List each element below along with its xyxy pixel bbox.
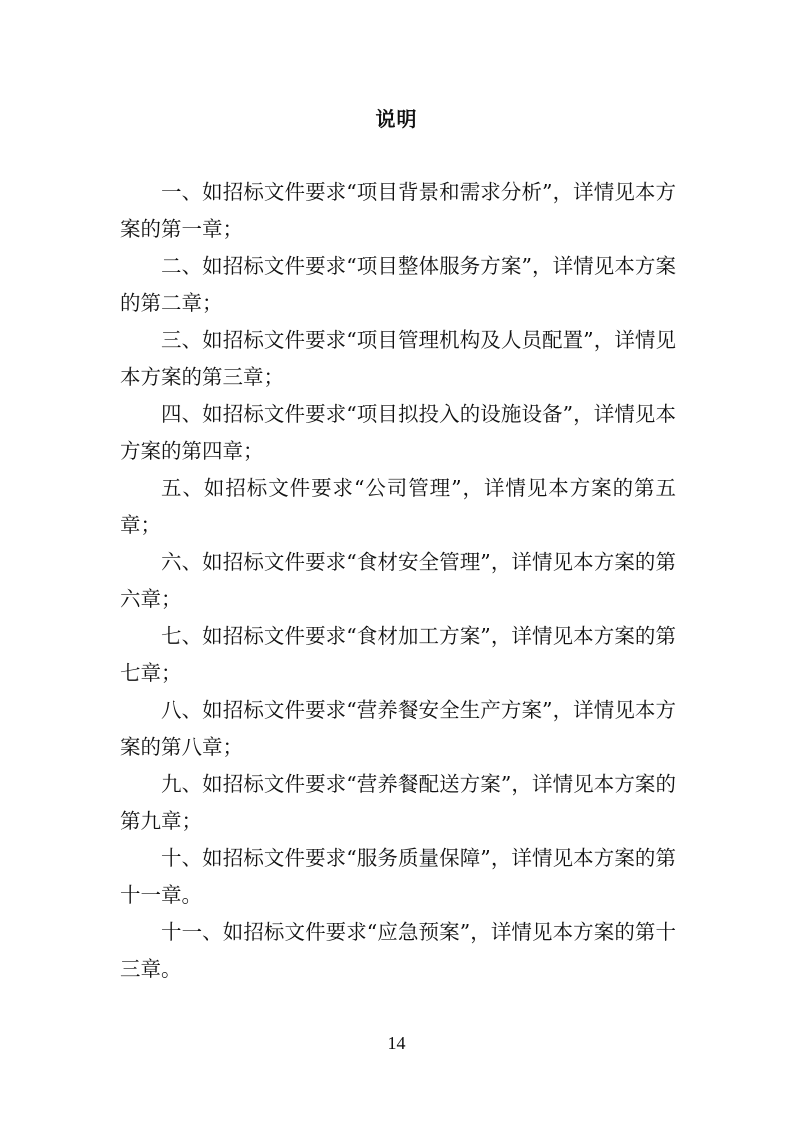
paragraph-7: 七、如招标文件要求“食材加工方案”，详情见本方案的第七章； — [120, 624, 676, 685]
paragraph-4: 四、如招标文件要求“项目拟投入的设施设备”，详情见本方案的第四章； — [120, 402, 676, 463]
page-title: 说明 — [375, 107, 418, 131]
paragraph-11: 十一、如招标文件要求“应急预案”，详情见本方案的第十三章。 — [120, 920, 676, 981]
paragraph-6: 六、如招标文件要求“食材安全管理”，详情见本方案的第六章； — [120, 550, 676, 611]
document-body — [120, 174, 676, 988]
paragraph-9: 九、如招标文件要求“营养餐配送方案”，详情见本方案的第九章； — [120, 772, 676, 833]
paragraph-5: 五、如招标文件要求“公司管理”，详情见本方案的第五章； — [120, 476, 676, 537]
paragraph-1: 一、如招标文件要求“项目背景和需求分析”，详情见本方案的第一章； — [120, 180, 676, 241]
paragraph-2: 二、如招标文件要求“项目整体服务方案”，详情见本方案的第二章； — [120, 254, 676, 315]
page-number: 14 — [387, 1033, 406, 1053]
paragraph-8: 八、如招标文件要求“营养餐安全生产方案”，详情见本方案的第八章； — [120, 698, 676, 759]
paragraph-10: 十、如招标文件要求“服务质量保障”，详情见本方案的第十一章。 — [120, 846, 676, 907]
paragraph-3: 三、如招标文件要求“项目管理机构及人员配置”，详情见本方案的第三章； — [120, 328, 676, 389]
